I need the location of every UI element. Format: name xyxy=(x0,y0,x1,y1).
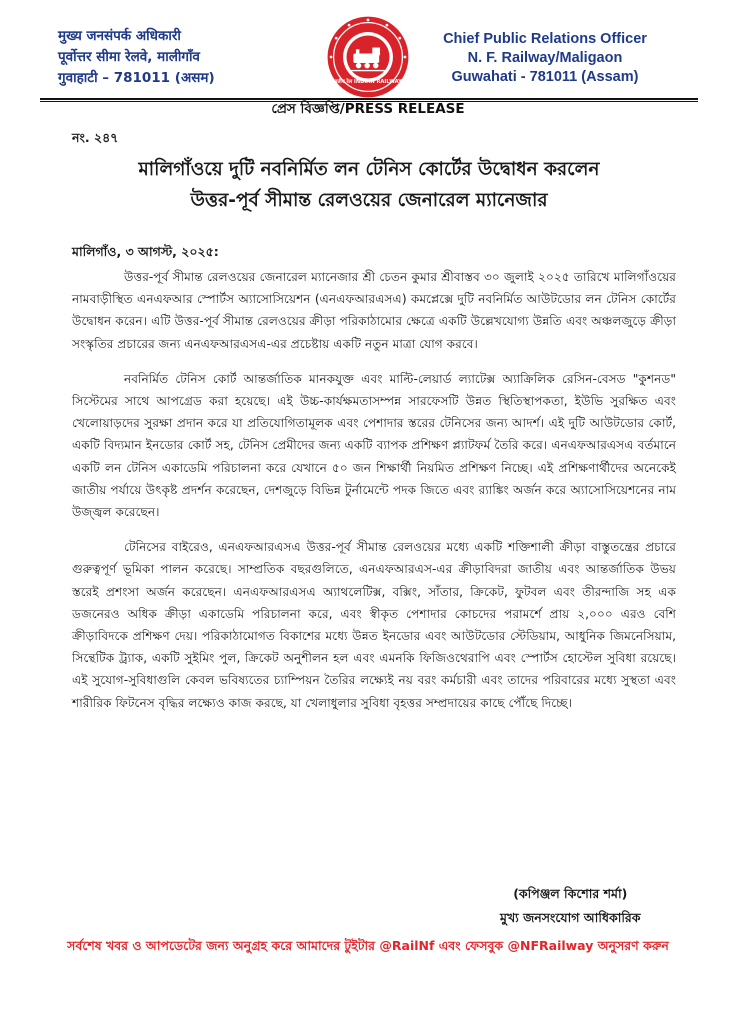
signatory-name: (কপিঞ্জল কিশোর শর্মা) xyxy=(513,886,628,901)
hindi-railway-name: पूर्वोत्तर सीमा रेलवे, मालीगाँव xyxy=(58,49,200,65)
body-paragraph-2: নবনির্মিত টেনিস কোর্ট আন্তর্জাতিক মানকযুক্ত এবং মাল্টি-লেয়ার্ড ল্যাটেক্স অ্যাক্রিলিক রেসিন-বেসড "কুশনড" সিস্টেমের সাথে আপগ্রেড করা হয়েছে। এই উচ্চ-কার্যক্ষমতাসম্পন্ন সারফেসটি উন্নত স্থিতিস্থাপকতা, ইউভি সুরক্ষিত এবং খেলোয়াড়দের সুরক্ষা প্রদান করে যা প্রতিযোগিতামূলক এবং পেশাদার স্তরের টেনিসের জন্য আদর্শ। এই দুটি আউটডোর কোর্ট, একটি বিদ্যমান ইনডোর কোর্ট সহ, টেনিস প্রেমীদের জন্য একটি ব্যাপক প্রশিক্ষণ প্ল্যাটফর্ম তৈরি করে। এনএফআরএসএ বর্তমানে একটি লন টেনিস একাডেমি পরিচালনা করে যেখানে ৫০ জন শিক্ষার্থী নিয়মিত প্রশিক্ষণ নিচ্ছে। এই প্রশিক্ষণার্থীদের অনেকেই জাতীয় পর্যায়ে উৎকৃষ্ট প্রদর্শন করেছেন, দেশজুড়ে বিভিন্ন টুর্নামেন্টে পদক জিতে এবং র‍্যাঙ্কিং অর্জন করে অ্যাসোসিয়েশনের নাম উজ্জ্বল করেছেন। xyxy=(72,371,676,520)
press-release-body xyxy=(72,266,676,727)
headline xyxy=(40,154,698,216)
hindi-city-pin: गुवाहाटी – 781011 (असम) xyxy=(58,70,215,86)
english-office-title: Chief Public Relations Officer xyxy=(443,31,647,47)
english-railway-name: N. F. Railway/Maligaon xyxy=(467,50,623,66)
headline-line-1: মালিগাঁওয়ে দুটি নবনির্মিত লন টেনিস কোর্টের উদ্বোধন করলেন xyxy=(138,159,600,180)
logo-caption: भारतीय रेल INDIAN RAILWAYS xyxy=(330,78,406,85)
indian-railways-emblem-icon xyxy=(325,14,411,100)
dateline: মালিগাঁও, ৩ আগস্ট, ২০২৫: xyxy=(72,244,219,259)
reference-number: নং. ২৪৭ xyxy=(72,130,119,145)
letterhead-hindi-address xyxy=(58,26,278,89)
letterhead-english-address xyxy=(420,30,670,87)
press-release-label: প্রেস বিজ্ঞপ্তি/PRESS RELEASE xyxy=(271,101,465,117)
body-paragraph-3: টেনিসের বাইরেও, এনএফআরএসএ উত্তর-পূর্ব সীমান্ত রেলওয়ের মধ্যে একটি শক্তিশালী ক্রীড়া বাস্তুতন্ত্রের প্রচারে গুরুত্বপূর্ণ ভূমিকা পালন করেছে। সাম্প্রতিক বছরগুলিতে, এনএফআরএস-এর ক্রীড়াবিদরা জাতীয় এবং আন্তর্জাতিক উভয় স্তরেই প্রশংসা অর্জন করেছেন। এনএফআরএসএ অ্যাথলেটিক্স, বক্সিং, সাঁতার, ক্রিকেট, ফুটবল এবং তীরন্দাজি সহ এক ডজনেরও অধিক ক্রীড়া একাডেমি পরিচালনা করে, এবং স্বীকৃত পেশাদার কোচদের পরামর্শে প্রায় ২,০০০ এরও বেশি ক্রীড়াবিদকে প্রশিক্ষণ দেয়। পরিকাঠামোগত বিকাশের মধ্যে উন্নত ইনডোর এবং আউটডোর স্টেডিয়াম, আধুনিক জিমনেসিয়াম, সিন্থেটিক ট্র্যাক, একটি সুইমিং পুল, ক্রিকেট অনুশীলন হল এবং এমনকি ফিজিওথেরাপি এবং স্পোর্টস হোস্টেল সুবিধা রয়েছে। এই সুযোগ-সুবিধাগুলি কেবল ভবিষ্যতের চ্যাম্পিয়ন তৈরির লক্ষ্যেই নয় বরং কর্মচারী এবং তাদের পরিবারের মধ্যে সুস্থতা এবং শারীরিক ফিটনেস বৃদ্ধির লক্ষ্যেও কাজ করছে, যা খেলাধুলার সুবিধা বৃহত্তর সম্প্রদায়ের কাছে পৌঁছে দিচ্ছে। xyxy=(72,540,676,710)
hindi-office-title: मुख्य जनसंपर्क अधिकारी xyxy=(58,28,181,44)
signature-block xyxy=(500,882,641,930)
letterhead xyxy=(0,0,736,96)
social-media-footer: সর্বশেষ খবর ও আপডেটের জন্য অনুগ্রহ করে আমাদের টুইটার @RailNf এবং ফেসবুক @NFRailway অনুসরণ করুন xyxy=(67,938,669,953)
headline-line-2: উত্তর-পূর্ব সীমান্ত রেলওয়ের জেনারেল ম্যানেজার xyxy=(190,190,548,211)
english-city-pin: Guwahati - 781011 (Assam) xyxy=(451,69,639,85)
signatory-title: মুখ্য জনসংযোগ আধিকারিক xyxy=(500,910,641,925)
body-paragraph-1: উত্তর-পূর্ব সীমান্ত রেলওয়ের জেনারেল ম্যানেজার শ্রী চেতন কুমার শ্রীবাস্তব ৩০ জুলাই ২০২৫ তারিখে মালিগাঁওয়ের নামবাড়ীস্থিত এনএফআর স্পোর্টস অ্যাসোসিয়েশন (এনএফআরএসএ) কমপ্লেক্সে দুটি নবনির্মিত আউটডোর লন টেনিস কোর্টের উদ্বোধন করেন। এটি উত্তর-পূর্ব সীমান্ত রেলওয়ের ক্রীড়া পরিকাঠামোর ক্ষেত্রে একটি উল্লেখযোগ্য উন্নতি এবং অঞ্চলজুড়ে ক্রীড়া সংস্কৃতির প্রচারের জন্য এনএফআরএসএ-এর প্রচেষ্টায় একটি নতুন মাত্রা যোগ করবে। xyxy=(72,270,676,351)
